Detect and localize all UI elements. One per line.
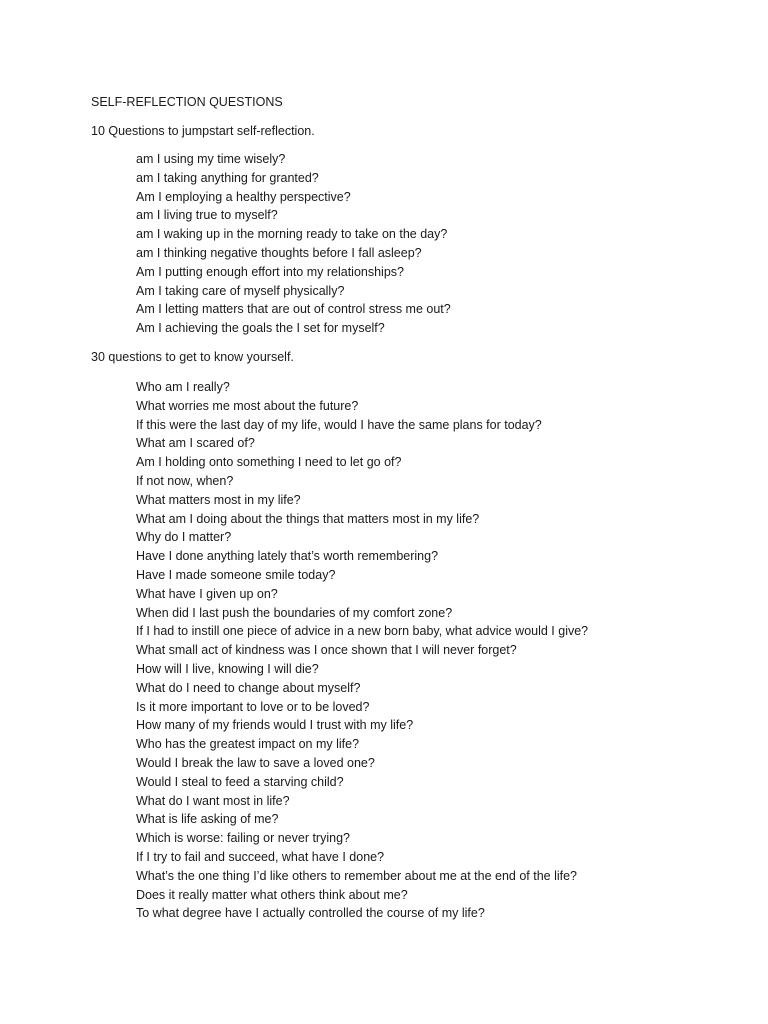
list-item-text: Why do I matter? <box>136 530 232 545</box>
list-item-text: Am I letting matters that are out of control stress me out? <box>136 302 451 317</box>
list-item-text: If this were the last day of my life, would I have the same plans for today? <box>136 417 542 432</box>
list-item-text: Would I steal to feed a starving child? <box>136 774 344 789</box>
list-item-text: When did I last push the boundaries of my comfort zone? <box>136 605 453 620</box>
list-item-text: Am I taking care of myself physically? <box>136 283 345 298</box>
list-item-text: What small act of kindness was I once shown that I will never forget? <box>136 643 517 658</box>
list-item-text: Have I done anything lately that’s worth remembering? <box>136 549 439 564</box>
list-item-text: Would I break the law to save a loved one? <box>136 755 375 770</box>
list-item-text: What do I need to change about myself? <box>136 680 361 695</box>
list-item-text: Which is worse: failing or never trying? <box>136 831 350 846</box>
list-item-text: Who am I really? <box>136 380 230 394</box>
list-item-text: What have I given up on? <box>136 586 278 601</box>
list-item-text: What do I want most in life? <box>136 793 290 808</box>
list-item-text: If I try to fail and succeed, what have I done? <box>136 849 385 864</box>
list-item-text: Am I putting enough effort into my relationships? <box>136 264 404 279</box>
list-item-text: am I thinking negative thoughts before I fall asleep? <box>136 245 422 260</box>
section-intro: 30 questions to get to know yourself. <box>91 350 294 364</box>
list-item-text: am I using my time wisely? <box>136 152 286 166</box>
list-item-text: Who has the greatest impact on my life? <box>136 737 360 752</box>
list-item-text: What am I doing about the things that matters most in my life? <box>136 511 480 526</box>
list-item-text: How many of my friends would I trust with my life? <box>136 718 414 733</box>
list-item-text: If not now, when? <box>136 473 234 488</box>
list-item-text: What worries me most about the future? <box>136 398 359 413</box>
list-item-text: To what degree have I actually controlled the course of my life? <box>136 906 485 921</box>
list-item-text: Is it more important to love or to be loved? <box>136 699 370 714</box>
list-item-text: Am I employing a healthy perspective? <box>136 189 351 204</box>
list-item-text: What matters most in my life? <box>136 492 301 507</box>
list-item-text: am I living true to myself? <box>136 208 278 223</box>
list-item-text: Am I achieving the goals the I set for myself? <box>136 321 385 336</box>
list-item-text: Does it really matter what others think about me? <box>136 887 408 902</box>
list-item-text: What’s the one thing I’d like others to remember about me at the end of the life? <box>136 868 577 883</box>
section-intro: 10 Questions to jumpstart self-reflection. <box>91 124 315 138</box>
list-item-text: How will I live, knowing I will die? <box>136 661 319 676</box>
document-title: SELF-REFLECTION QUESTIONS <box>91 95 283 109</box>
list-item-text: Have I made someone smile today? <box>136 567 336 582</box>
list-item-text: What is life asking of me? <box>136 812 279 827</box>
list-item-text: am I waking up in the morning ready to take on the day? <box>136 227 448 242</box>
list-item-text: am I taking anything for granted? <box>136 170 319 185</box>
list-item-text: Am I holding onto something I need to let go of? <box>136 455 402 470</box>
list-item-text: If I had to instill one piece of advice in a new born baby, what advice would I give? <box>136 624 589 639</box>
list-item-text: What am I scared of? <box>136 436 255 451</box>
